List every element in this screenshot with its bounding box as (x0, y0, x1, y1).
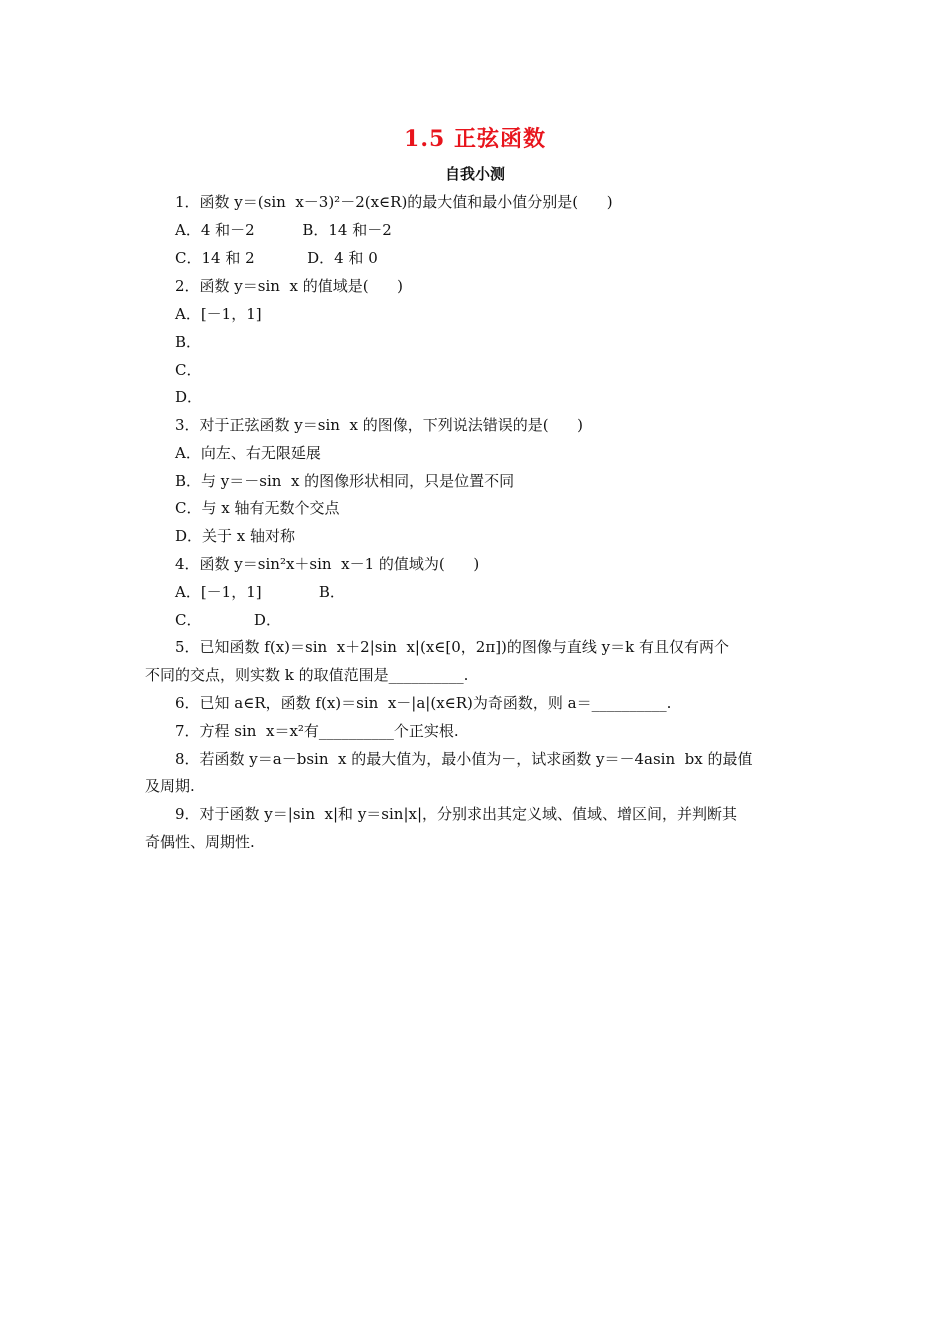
question-1-options-cd: C．14 和 2 D．4 和 0 (175, 249, 378, 267)
question-5-line-1: 5．已知函数 f(x)＝sin x＋2|sin x|(x∈[0，2π])的图像与直线 y＝k 有且仅有两个 (175, 638, 729, 656)
question-4-options-cd: C． D． (175, 611, 281, 629)
question-4-options-ab: A．[－1，1] B． (175, 583, 345, 601)
question-3-option-a: A．向左、右无限延展 (175, 444, 321, 462)
question-3-option-b: B．与 y＝－sin x 的图像形状相同，只是位置不同 (175, 472, 515, 490)
question-1-stem: 1．函数 y＝(sin x－3)²－2(x∈R)的最大值和最小值分别是( ) (175, 193, 613, 211)
question-3-option-d: D．关于 x 轴对称 (175, 527, 296, 545)
question-2-option-a: A．[－1，1] (175, 305, 262, 323)
question-2-option-c: C． (175, 361, 202, 379)
question-9-line-1: 9．对于函数 y＝|sin x|和 y＝sin|x|，分别求出其定义域、值域、增区间，并判断其 (175, 805, 738, 823)
page-title: 1.5 正弦函数 (404, 126, 546, 152)
question-8-line-1: 8．若函数 y＝a－bsin x 的最大值为，最小值为－，试求函数 y＝－4asin bx 的最值 (175, 750, 753, 768)
question-8-line-2: 及周期. (145, 777, 195, 795)
question-7: 7．方程 sin x＝x²有__________个正实根. (175, 722, 459, 740)
question-3-option-c: C．与 x 轴有无数个交点 (175, 499, 340, 517)
section-subtitle: 自我小测 (444, 165, 505, 183)
question-6: 6．已知 a∈R，函数 f(x)＝sin x－|a|(x∈R)为奇函数，则 a＝__________. (175, 694, 672, 712)
question-5-line-2: 不同的交点，则实数 k 的取值范围是__________. (145, 666, 469, 684)
question-3-stem: 3．对于正弦函数 y＝sin x 的图像，下列说法错误的是( ) (175, 416, 584, 434)
question-9-line-2: 奇偶性、周期性. (145, 833, 255, 851)
question-2-option-d: D． (175, 388, 203, 406)
question-4-stem: 4．函数 y＝sin²x＋sin x－1 的值域为( ) (175, 555, 480, 573)
question-1-options-ab: A．4 和－2 B．14 和－2 (175, 221, 392, 239)
question-2-stem: 2．函数 y＝sin x 的值域是( ) (175, 277, 404, 295)
question-2-option-b: B． (175, 333, 202, 351)
